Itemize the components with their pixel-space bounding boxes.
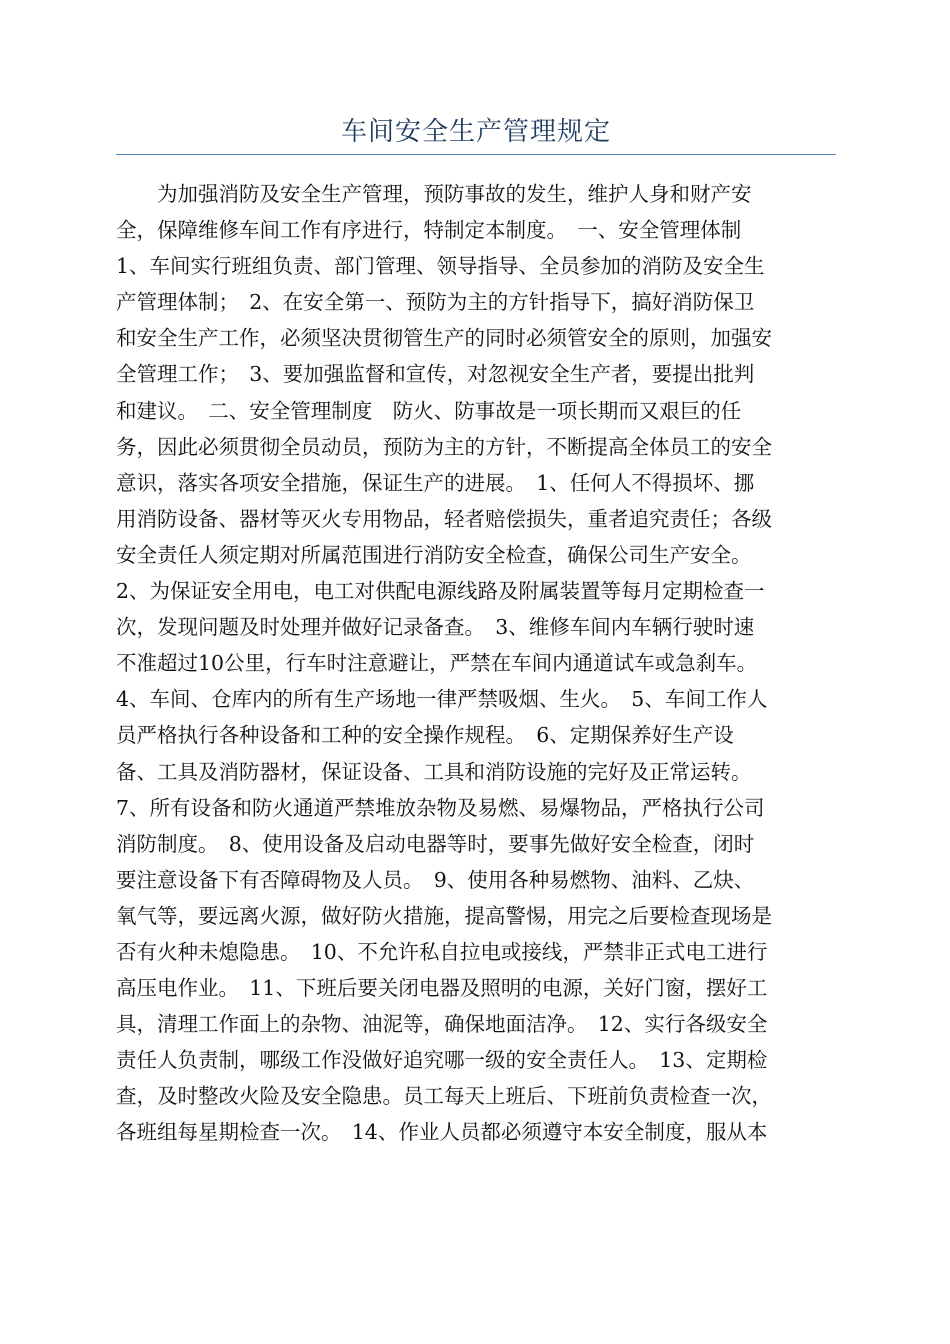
body-line: 4、车间、仓库内的所有生产场地一律严禁吸烟、生火。 5、车间工作人 bbox=[116, 687, 768, 712]
body-line: 1、车间实行班组负责、部门管理、领导指导、全员参加的消防及安全生 bbox=[116, 254, 765, 279]
body-line: 员严格执行各种设备和工种的安全操作规程。 6、定期保养好生产设 bbox=[116, 723, 734, 748]
body-line: 产管理体制； 2、在安全第一、预防为主的方针指导下，搞好消防保卫 bbox=[116, 290, 755, 315]
body-line: 为加强消防及安全生产管理，预防事故的发生，维护人身和财产安 bbox=[116, 182, 752, 206]
body-line: 意识，落实各项安全措施，保证生产的进展。 1、任何人不得损坏、挪 bbox=[116, 470, 755, 495]
body-line: 要注意设备下有否障碍物及人员。 9、使用各种易燃物、油料、乙炔、 bbox=[116, 867, 755, 892]
body-line: 用消防设备、器材等灭火专用物品，轻者赔偿损失，重者追究责任；各级 bbox=[116, 506, 772, 531]
body-line: 和建议。 二、安全管理制度 防火、防事故是一项长期而又艰巨的任 bbox=[116, 398, 742, 423]
body-line: 查，及时整改火险及安全隐患。员工每天上班后、下班前负责检查一次， bbox=[116, 1084, 772, 1109]
body-line: 安全责任人须定期对所属范围进行消防安全检查，确保公司生产安全。 bbox=[116, 542, 752, 567]
body-line: 7、所有设备和防火通道严禁堆放杂物及易燃、易爆物品，严格执行公司 bbox=[116, 795, 765, 820]
document-title: 车间安全生产管理规定 bbox=[340, 117, 611, 147]
body-line: 备、工具及消防器材，保证设备、工具和消防设施的完好及正常运转。 bbox=[116, 759, 752, 784]
body-line: 全管理工作； 3、要加强监督和宣传，对忽视安全生产者，要提出批判 bbox=[116, 362, 755, 387]
document-body bbox=[116, 176, 832, 1151]
body-line: 消防制度。 8、使用设备及启动电器等时，要事先做好安全检查，闭时 bbox=[116, 831, 755, 856]
body-line: 和安全生产工作，必须坚决贯彻管生产的同时必须管安全的原则，加强安 bbox=[116, 326, 772, 351]
body-line: 具，清理工作面上的杂物、油泥等，确保地面洁净。 12、实行各级安全 bbox=[116, 1012, 768, 1037]
body-line: 高压电作业。 11、下班后要关闭电器及照明的电源，关好门窗，摆好工 bbox=[116, 976, 768, 1001]
body-line: 氧气等，要远离火源，做好防火措施，提高警惕，用完之后要检查现场是 bbox=[116, 903, 772, 928]
body-line: 2、为保证安全用电，电工对供配电源线路及附属装置等每月定期检查一 bbox=[116, 579, 765, 604]
body-line: 务，因此必须贯彻全员动员，预防为主的方针，不断提高全体员工的安全 bbox=[116, 434, 772, 459]
body-line: 否有火种未熄隐患。 10、不允许私自拉电或接线，严禁非正式电工进行 bbox=[116, 939, 768, 964]
title-underline bbox=[116, 154, 836, 155]
body-line: 次，发现问题及时处理并做好记录备查。 3、维修车间内车辆行驶时速 bbox=[116, 615, 755, 640]
body-line: 全，保障维修车间工作有序进行，特制定本制度。 一、安全管理体制 bbox=[116, 218, 742, 243]
body-line: 不准超过10公里，行车时注意避让，严禁在车间内通道试车或急刹车。 bbox=[116, 651, 758, 676]
body-line: 各班组每星期检查一次。 14、作业人员都必须遵守本安全制度，服从本 bbox=[116, 1120, 768, 1145]
body-line: 责任人负责制，哪级工作没做好追究哪一级的安全责任人。 13、定期检 bbox=[116, 1048, 768, 1073]
